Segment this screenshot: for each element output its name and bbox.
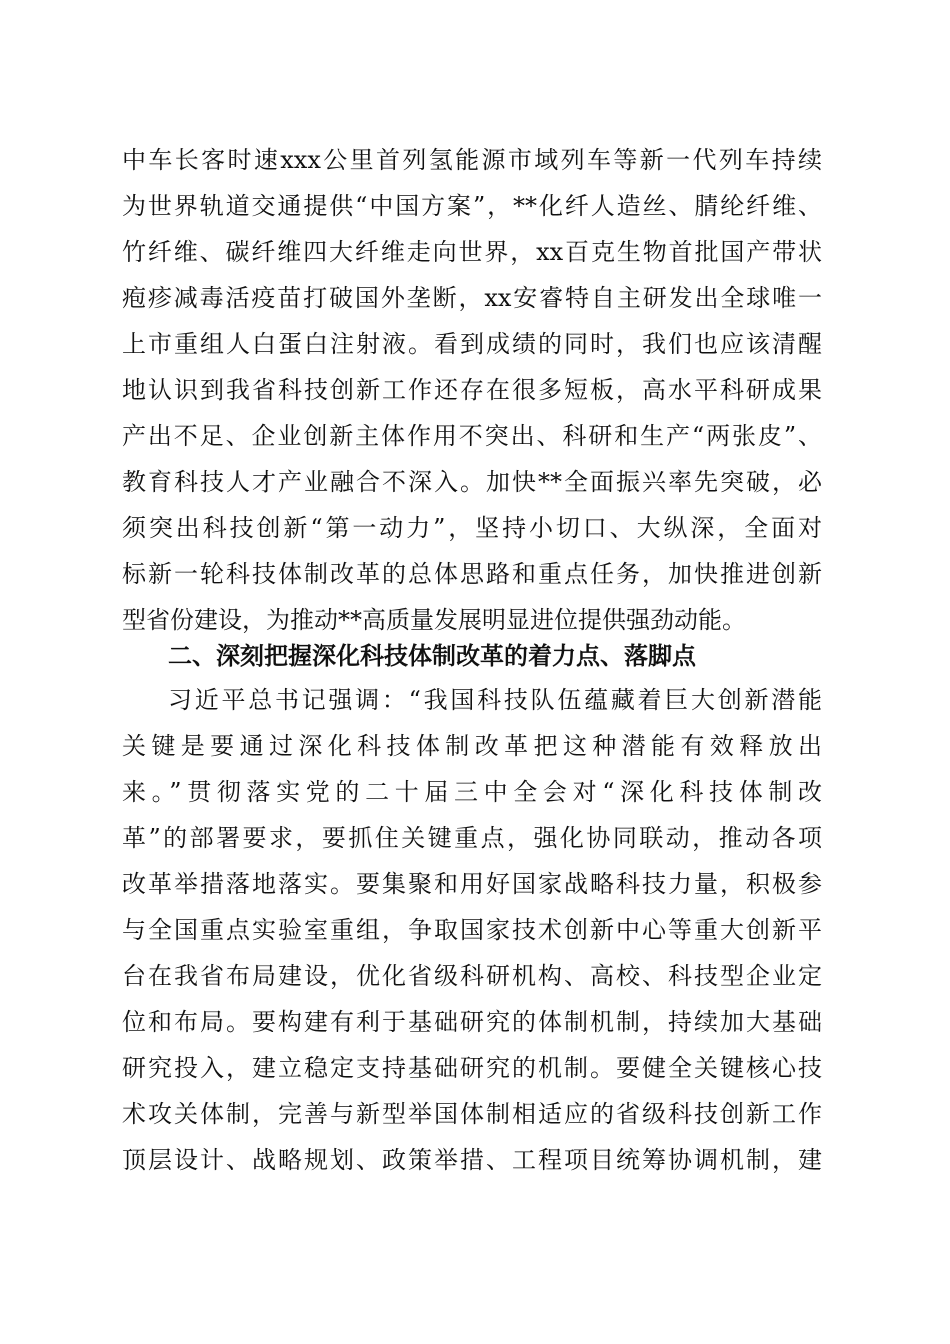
- paragraph-2-line-2: 关键是要通过深化科技体制改革把这种潜能有效释放出: [122, 732, 822, 760]
- paragraph-1-line-10: 标新一轮科技体制改革的总体思路和重点任务，加快推进创新: [122, 560, 822, 588]
- paragraph-1-line-3: 竹纤维、碳纤维四大纤维走向世界，xx百克生物首批国产带状: [122, 238, 822, 266]
- paragraph-1-line-1: 中车长客时速xxx公里首列氢能源市域列车等新一代列车持续: [122, 146, 822, 174]
- paragraph-2-line-11: 顶层设计、战略规划、政策举措、工程项目统筹协调机制，建: [122, 1146, 822, 1174]
- paragraph-2-line-9: 研究投入，建立稳定支持基础研究的机制。要健全关键核心技: [122, 1054, 822, 1082]
- paragraph-1-line-7: 产出不足、企业创新主体作用不突出、科研和生产“两张皮”、: [122, 422, 822, 450]
- paragraph-2-line-10: 术攻关体制，完善与新型举国体制相适应的省级科技创新工作: [122, 1100, 822, 1128]
- paragraph-1-line-6: 地认识到我省科技创新工作还存在很多短板，高水平科研成果: [122, 376, 822, 404]
- paragraph-2-line-5: 改革举措落地落实。要集聚和用好国家战略科技力量，积极参: [122, 870, 822, 898]
- paragraph-1-line-5: 上市重组人白蛋白注射液。看到成绩的同时，我们也应该清醒: [122, 330, 822, 358]
- paragraph-2-line-3: 来。”贯彻落实党的二十届三中全会对“深化科技体制改: [122, 778, 822, 806]
- paragraph-1-line-2: 为世界轨道交通提供“中国方案”，**化纤人造丝、腈纶纤维、: [122, 192, 822, 220]
- paragraph-1-line-4: 疱疹减毒活疫苗打破国外垄断，xx安睿特自主研发出全球唯一: [122, 284, 822, 312]
- paragraph-2-line-7: 台在我省布局建设，优化省级科研机构、高校、科技型企业定: [122, 962, 822, 990]
- paragraph-1-line-9: 须突出科技创新“第一动力”，坚持小切口、大纵深，全面对: [122, 514, 822, 542]
- paragraph-2-line-8: 位和布局。要构建有利于基础研究的体制机制，持续加大基础: [122, 1008, 822, 1036]
- paragraph-1-line-11: 型省份建设，为推动**高质量发展明显进位提供强劲动能。: [122, 606, 746, 634]
- paragraph-1-line-8: 教育科技人才产业融合不深入。加快**全面振兴率先突破，必: [122, 468, 822, 496]
- paragraph-2-line-1: 习近平总书记强调：“我国科技队伍蕴藏着巨大创新潜能: [168, 686, 822, 714]
- paragraph-2-line-4: 革”的部署要求，要抓住关键重点，强化协同联动，推动各项: [122, 824, 822, 852]
- paragraph-2-line-6: 与全国重点实验室重组，争取国家技术创新中心等重大创新平: [122, 916, 822, 944]
- section-heading: 二、深刻把握深化科技体制改革的着力点、落脚点: [168, 642, 696, 670]
